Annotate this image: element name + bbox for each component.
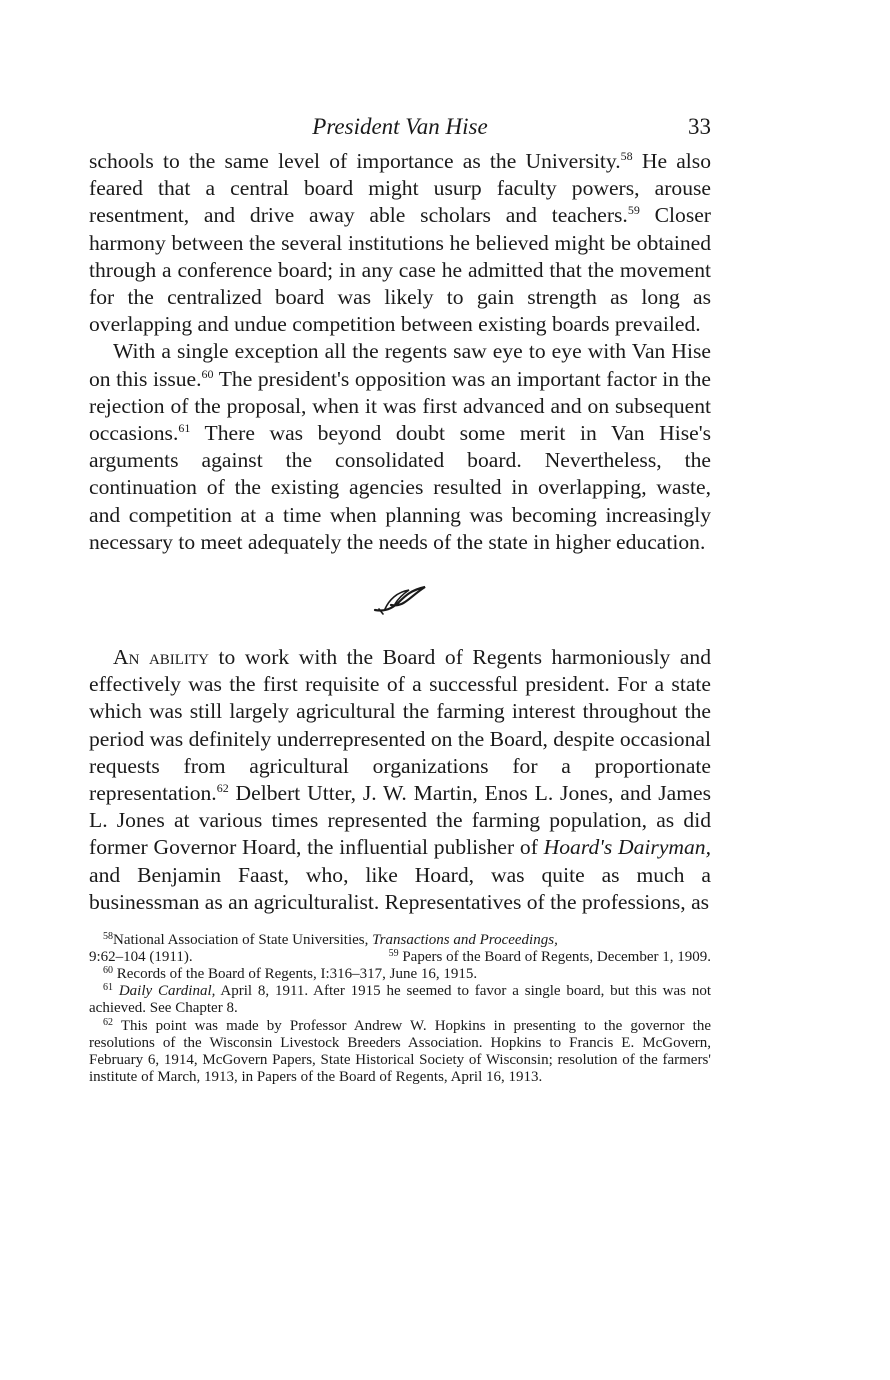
quill-ornament-icon <box>371 584 429 616</box>
book-page <box>89 112 711 1086</box>
running-head <box>89 112 711 148</box>
paragraph-1: schools to the same level of importance as the University.$^{58}$ He also feared that a central board might usurp faculty powers, arouse resentment, and drive away able scholars and teachers.$^{59}$ Closer harmony between the several institutions he believed might be obtained through a conference board; in any case he admitted that the movement for the centralized board was likely to gain strength as long as overlapping and undue competition between existing boards prevailed. <box>89 149 711 337</box>
running-head-title: President Van Hise <box>312 114 488 139</box>
footnote-59: $^{59}$ Papers of the Board of Regents, December 1, 1909. <box>388 948 711 966</box>
footnote-ref-59: 59 <box>627 203 640 218</box>
publication-title: Hoard's Dairyman, <box>543 835 711 860</box>
footnote-ref-61: 61 <box>178 421 191 436</box>
footnote-61: $^{61}$ Daily Cardinal, April 8, 1911. After 1915 he seemed to favor a single board, but this was not achieved. See Chapter 8. <box>89 982 711 1017</box>
paragraph-2: With a single exception all the regents saw eye to eye with Van Hise on this issue.$^{60}$ The president's opposition was an important factor in the rejection of the proposal, when it was first advanced and on subsequent occasions.$^{61}$ There was beyond doubt some merit in Van Hise's arguments against the consolidated board. Nevertheless, the continuation of the existing agencies resulted in overlapping, waste, and competition at a time when planning was becoming increasingly necessary to meet adequately the needs of the state in higher education. <box>89 339 711 554</box>
paragraph-3: An ability to work with the Board of Regents harmoniously and effectively was the first requisite of a successful president. For a state which was still largely agricultural the farming interest throughout the period was definitely underrepresented on the Board, despite occasional requests from agricultural organizations for a proportionate representation.$^{62}$ Delbert Utter, J. W. Martin, Enos L. Jones, and James L. Jones at various times represented the farming population, as did former Governor Hoard, the influential publisher of Hoard's Dairyman, and Benjamin Faast, who, like Hoard, was quite as much a businessman as an agriculturalist. Representatives of the professions, as <box>89 645 711 914</box>
page-number: 33 <box>688 114 711 139</box>
small-caps-lead: An ability <box>113 645 209 670</box>
footnote-ref-58: 58 <box>620 149 633 163</box>
footnote-62: $^{62}$ This point was made by Professor Andrew W. Hopkins in presenting to the governor the resolutions of the Wisconsin Livestock Breeders Association. Hopkins to Francis E. McGovern, February 6, 1914, McGovern Papers, State Historical Society of Wisconsin; resolution of the farmers' institute of March, 1913, in Papers of the Board of Regents, April 16, 1913. <box>89 1016 711 1085</box>
footnote-58: $^{58}$National Association of State Universities, Transactions and Proceedings, <box>103 931 558 949</box>
section-break <box>89 556 711 644</box>
footnote-ref-62: 62 <box>216 781 229 796</box>
footnote-58-59-line: 9:62–104 (1911). $^{59}$ Papers of the Board of Regents, December 1, 1909. <box>89 948 711 966</box>
footnotes <box>89 932 711 1086</box>
footnote-ref-60: 60 <box>201 366 214 381</box>
footnote-60: $^{60}$ Records of the Board of Regents, I:316–317, June 16, 1915. <box>103 965 478 983</box>
